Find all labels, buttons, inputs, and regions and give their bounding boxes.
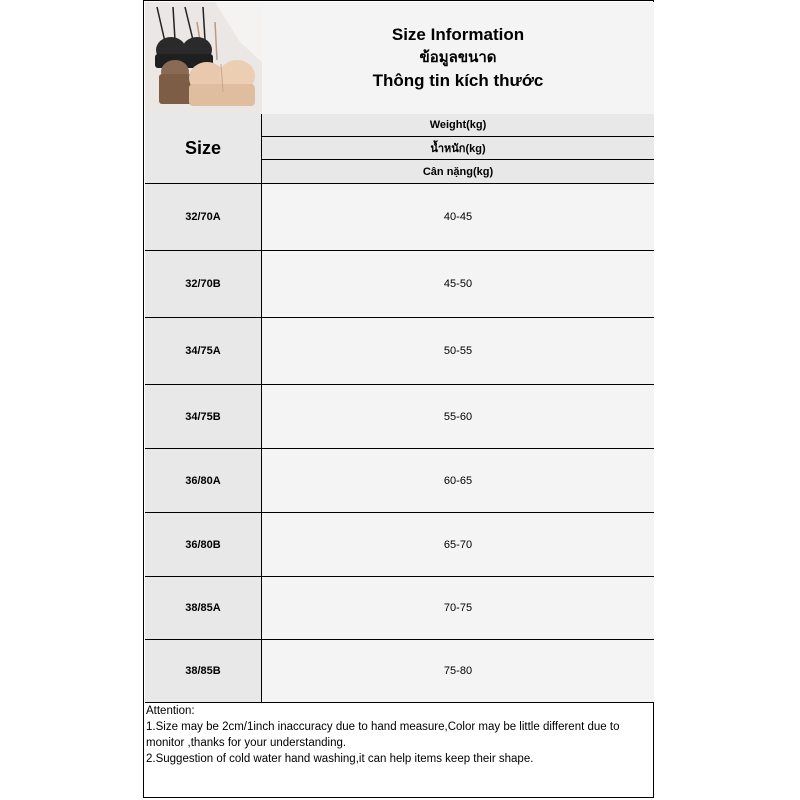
table-row-weight: 60-65 <box>262 449 654 513</box>
table-row-weight: 55-60 <box>262 385 654 449</box>
weight-header-thai: น้ำหนัก(kg) <box>262 137 654 160</box>
title-thai: ข้อมูลขนาด <box>419 49 497 66</box>
product-photo-illustration <box>145 2 262 114</box>
table-row-size: 38/85A <box>145 577 262 640</box>
table-row-size: 38/85B <box>145 640 262 703</box>
table-row-size: 34/75A <box>145 318 262 385</box>
table-row-size: 32/70A <box>145 184 262 251</box>
table-row-weight: 50-55 <box>262 318 654 385</box>
table-row-weight: 45-50 <box>262 251 654 318</box>
title-block <box>262 2 654 115</box>
table-row-size: 36/80A <box>145 449 262 513</box>
table-row-weight: 70-75 <box>262 577 654 640</box>
table-row-size: 36/80B <box>145 513 262 577</box>
table-row-weight: 40-45 <box>262 184 654 251</box>
size-column-header: Size <box>145 114 262 184</box>
weight-header-english: Weight(kg) <box>262 114 654 137</box>
weight-header-vietnamese: Cân nặng(kg) <box>262 160 654 184</box>
notes-line-1: 1.Size may be 2cm/1inch inaccuracy due to hand measure,Color may be little different due to monitor ,thanks for your understanding. <box>146 721 620 749</box>
table-row-size: 32/70B <box>145 251 262 318</box>
product-photo <box>145 2 263 115</box>
title-english: Size Information <box>391 25 525 44</box>
size-chart-sheet <box>143 0 654 798</box>
title-vietnamese: Thông tin kích thước <box>372 71 544 90</box>
notes-line-2: 2.Suggestion of cold water hand washing,it can help items keep their shape. <box>146 753 534 765</box>
notes-heading: Attention: <box>146 705 195 717</box>
attention-notes <box>146 703 652 767</box>
table-row-size: 34/75B <box>145 385 262 449</box>
table-row-weight: 65-70 <box>262 513 654 577</box>
table-row-weight: 75-80 <box>262 640 654 703</box>
